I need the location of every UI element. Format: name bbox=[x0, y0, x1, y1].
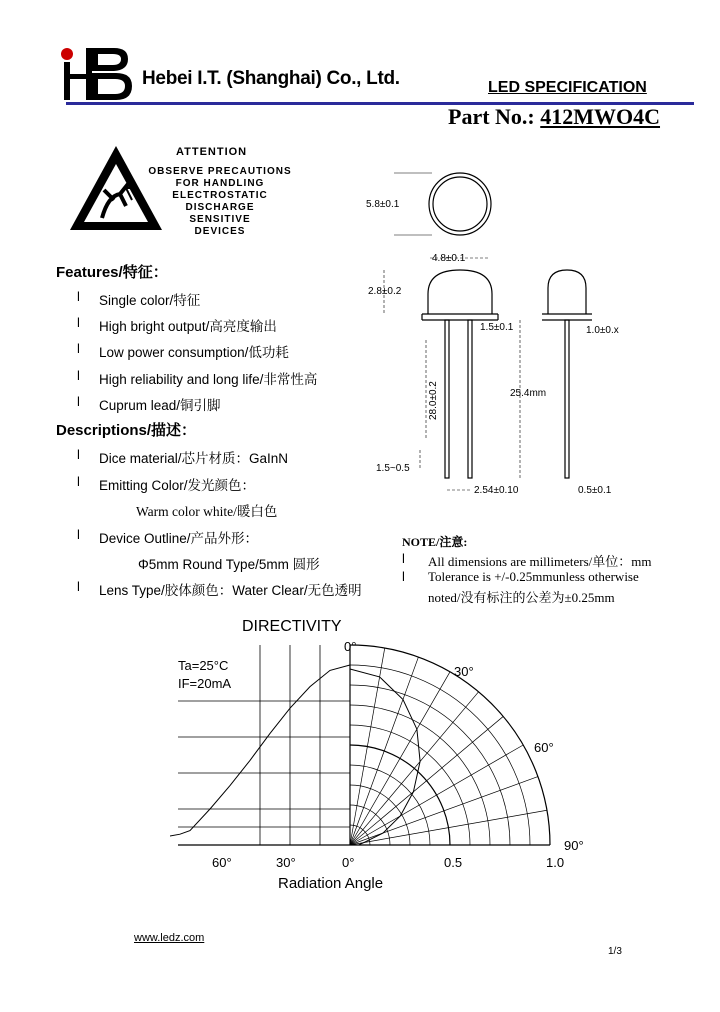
esd-title: ATTENTION bbox=[176, 146, 248, 158]
x-tick-half: 0.5 bbox=[444, 855, 463, 870]
angle-label-30: 30° bbox=[454, 664, 474, 679]
x-tick-30: 30° bbox=[276, 855, 296, 870]
condition-temp: Ta=25°C bbox=[178, 658, 229, 673]
company-name: Hebei I.T. (Shanghai) Co., Ltd. bbox=[142, 68, 400, 89]
polar-ray bbox=[350, 692, 479, 845]
dim-top-diameter: 5.8±0.1 bbox=[366, 199, 400, 210]
lens-type: Lens Type/胶体颜色：Water Clear/无色透明 bbox=[99, 583, 362, 598]
emitting-color-label: Emitting Color/发光颜色： bbox=[99, 478, 256, 493]
bullet: l bbox=[77, 527, 80, 542]
part-number: 412MWO4C bbox=[540, 104, 661, 129]
x-tick-60: 60° bbox=[212, 855, 232, 870]
note-line: noted/没有标注的公差为±0.25mm bbox=[428, 590, 615, 605]
angle-label-90: 90° bbox=[564, 838, 584, 853]
document-type: LED SPECIFICATION bbox=[488, 79, 647, 96]
dim-lead-length: 28.0±0.2 bbox=[428, 381, 439, 420]
dim-min-length: 1.5~0.5 bbox=[376, 463, 410, 474]
emitting-color-value: Warm color white/暖白色 bbox=[136, 504, 278, 519]
dim-lead-width: 0.5±0.1 bbox=[578, 485, 612, 496]
condition-if: IF=20mA bbox=[178, 676, 232, 691]
page-number: 1/3 bbox=[608, 946, 622, 957]
x-tick-one: 1.0 bbox=[546, 855, 565, 870]
directivity-chart bbox=[170, 640, 600, 900]
feature-item: Single color/特征 bbox=[99, 293, 201, 308]
esd-line: OBSERVE PRECAUTIONS bbox=[148, 166, 292, 177]
dim-flange: 1.5±0.1 bbox=[480, 322, 514, 333]
x-tick-0: 0° bbox=[342, 855, 355, 870]
footer-url[interactable]: www.ledz.com bbox=[134, 932, 205, 944]
logo-red-dot bbox=[61, 48, 73, 60]
device-outline-value: Φ5mm Round Type/5mm 圆形 bbox=[138, 557, 320, 572]
dim-flange-right: 1.0±0.x bbox=[586, 325, 619, 336]
esd-line: FOR HANDLING bbox=[175, 178, 265, 189]
dimension-drawing bbox=[360, 170, 700, 500]
esd-line: DISCHARGE bbox=[185, 202, 255, 213]
esd-text bbox=[148, 166, 292, 238]
bullet: l bbox=[402, 551, 405, 566]
x-axis-label: Radiation Angle bbox=[278, 875, 384, 892]
esd-line: ELECTROSTATIC bbox=[172, 190, 268, 201]
dim-width: 4.8±0.1 bbox=[432, 253, 466, 264]
feature-item: Low power consumption/低功耗 bbox=[99, 345, 289, 360]
descriptions-heading: Descriptions/描述： bbox=[56, 422, 197, 439]
part-number-line bbox=[448, 104, 660, 130]
note-title: NOTE/注意: bbox=[402, 535, 468, 549]
esd-line: DEVICES bbox=[194, 226, 246, 237]
dim-height: 2.8±0.2 bbox=[368, 286, 402, 297]
dice-material: Dice material/芯片材质：GaInN bbox=[99, 451, 289, 466]
bullet: l bbox=[77, 289, 80, 304]
bullet: l bbox=[77, 394, 80, 409]
angle-label-60: 60° bbox=[534, 740, 554, 755]
angle-label-0: 0° bbox=[344, 640, 357, 654]
dim-pitch: 2.54±0.10 bbox=[474, 485, 519, 496]
bullet: l bbox=[77, 447, 80, 462]
bullet: l bbox=[77, 368, 80, 383]
polar-ray bbox=[350, 716, 503, 845]
feature-item: Cuprum lead/铜引脚 bbox=[99, 398, 221, 413]
device-outline-label: Device Outline/产品外形： bbox=[99, 531, 259, 546]
polar-curve bbox=[350, 669, 420, 845]
part-label: Part No.: bbox=[448, 104, 535, 129]
bullet: l bbox=[77, 579, 80, 594]
esd-line: SENSITIVE bbox=[189, 214, 251, 225]
bullet: l bbox=[77, 474, 80, 489]
chart-grid bbox=[178, 645, 550, 845]
bullet: l bbox=[77, 341, 80, 356]
features-heading: Features/特征： bbox=[56, 264, 168, 281]
feature-item: High bright output/高亮度输出 bbox=[99, 319, 277, 334]
dim-body-length: 25.4mm bbox=[510, 388, 547, 399]
company-logo bbox=[58, 44, 134, 100]
bullet: l bbox=[402, 569, 405, 584]
note-line: Tolerance is +/-0.25mmunless otherwise bbox=[428, 569, 639, 584]
feature-item: High reliability and long life/非常性高 bbox=[99, 372, 318, 387]
bullet: l bbox=[77, 315, 80, 330]
chart-title: DIRECTIVITY bbox=[242, 618, 342, 635]
note-line: All dimensions are millimeters/单位：mm bbox=[428, 554, 652, 569]
